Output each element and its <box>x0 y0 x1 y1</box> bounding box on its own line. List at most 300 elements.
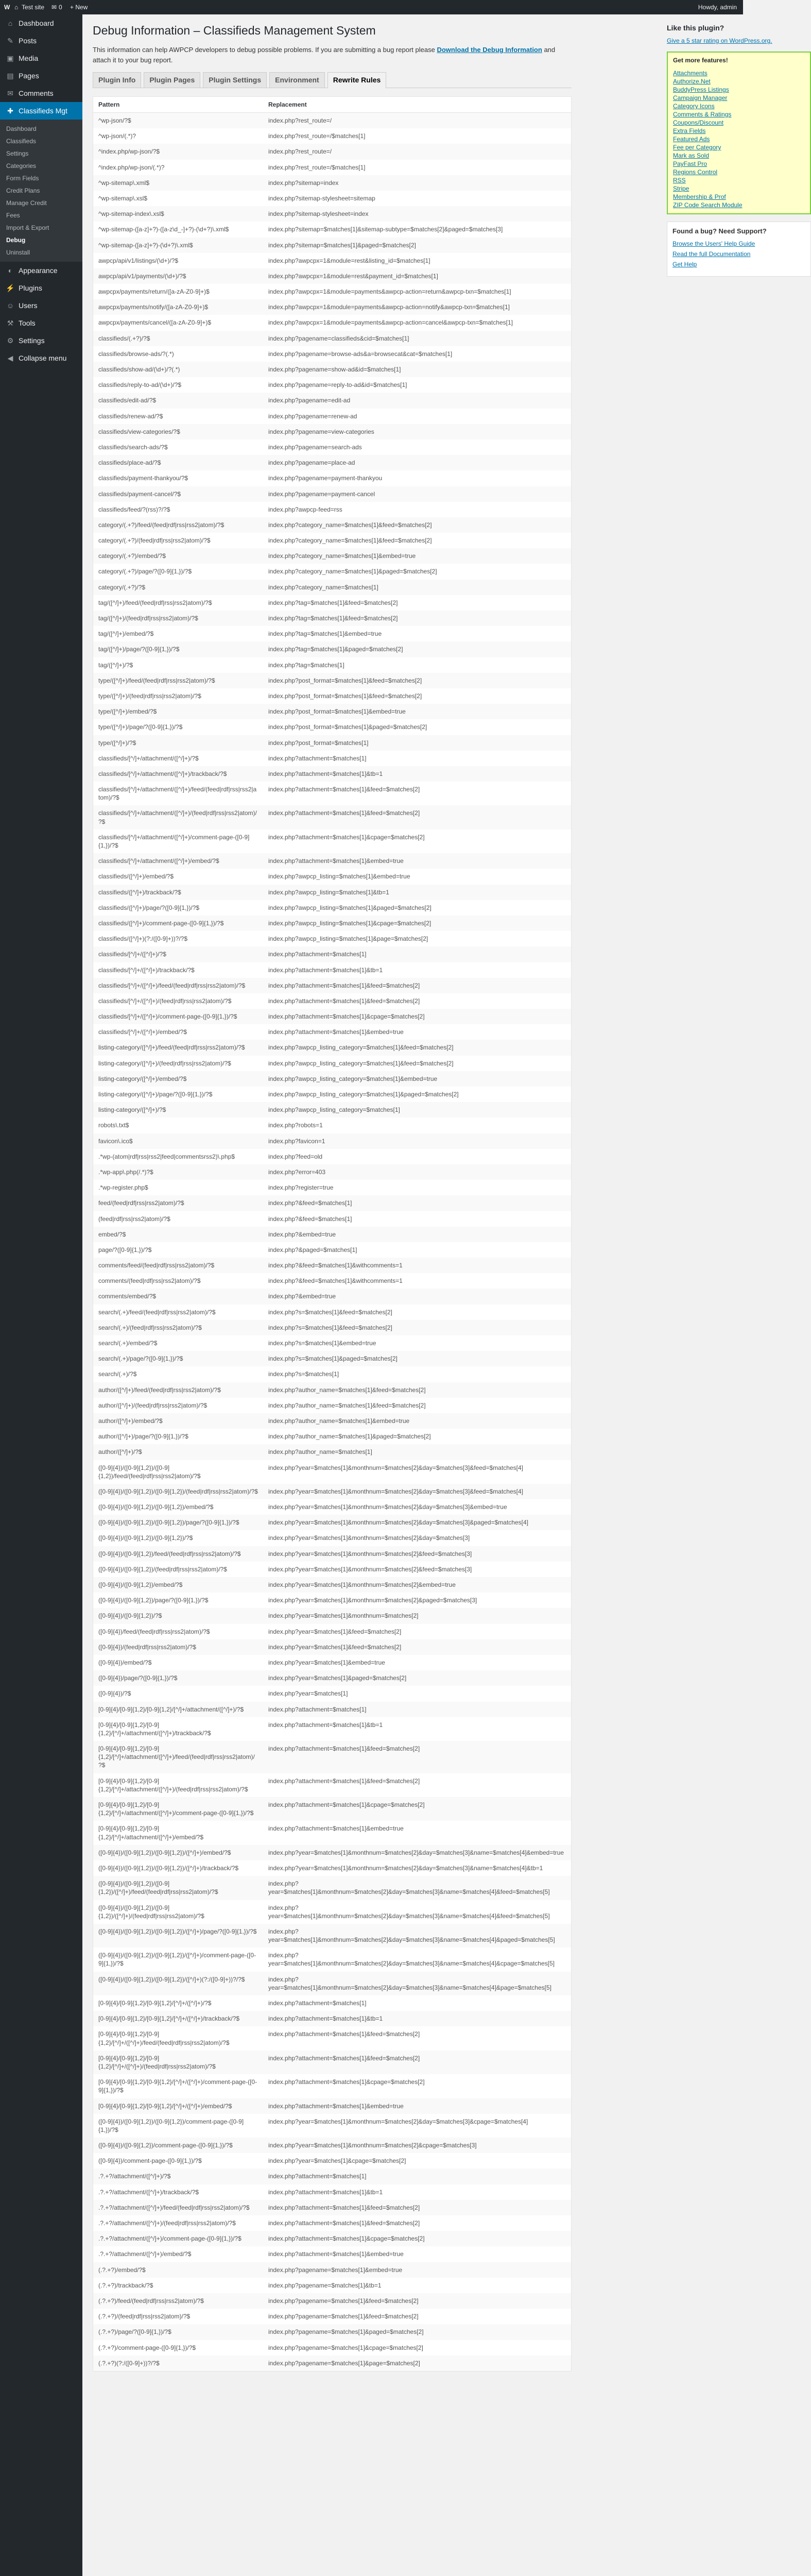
rule-pattern: classifieds/([^/]+)/comment-page-([0-9]{1,})/?$ <box>98 919 224 927</box>
table-row <box>93 1180 572 1195</box>
table-row <box>93 1639 572 1655</box>
table-row <box>93 885 572 900</box>
rule-pattern: [0-9]{4}/[0-9]{1,2}/[0-9]{1,2}/[^/]+/attachment/([^/]+)/(feed|rdf|rss|rss2|atom)/?$ <box>98 1777 248 1793</box>
rule-pattern: ([0-9]{4})/([0-9]{1,2})/([0-9]{1,2})/([^/]+)/(feed|rdf|rss|rss2|atom)/?$ <box>98 1904 204 1920</box>
rule-pattern: .?.+?/attachment/([^/]+)/comment-page-([0-9]{1,})/?$ <box>98 2235 241 2243</box>
submenu-item-dashboard[interactable]: Dashboard <box>6 125 37 132</box>
rule-pattern: classifieds/[^/]+/attachment/([^/]+)/(feed|rdf|rss|rss2|atom)/?$ <box>98 809 257 825</box>
table-row <box>93 2168 572 2184</box>
premium-module-link[interactable]: Authorize.Net <box>673 78 711 85</box>
rule-replacement: index.php?year=$matches[1]&monthnum=$matches[2]&feed=$matches[3] <box>268 1550 472 1557</box>
submenu-item-fees[interactable]: Fees <box>6 212 20 219</box>
rule-replacement: index.php?awpcp-feed=rss <box>268 505 342 513</box>
rule-replacement: index.php?year=$matches[1]&monthnum=$matches[2]&day=$matches[3]&feed=$matches[4] <box>268 1464 523 1471</box>
table-row <box>93 1655 572 1670</box>
rewrite-rules-table <box>93 96 572 2371</box>
rule-pattern: .?.+?/attachment/([^/]+)/feed/(feed|rdf|rss|rss2|atom)/?$ <box>98 2204 250 2211</box>
rule-pattern: ^wp-sitemap-index\.xsl$ <box>98 210 164 218</box>
menu-item-label: Collapse menu <box>19 354 67 362</box>
table-row <box>93 1133 572 1149</box>
premium-module-link[interactable]: BuddyPress Listings <box>673 86 729 93</box>
table-row <box>93 946 572 962</box>
rule-replacement: index.php?attachment=$matches[1]&tb=1 <box>268 1721 383 1728</box>
support-line <box>672 240 805 247</box>
rule-pattern: .?.+?/attachment/([^/]+)/trackback/?$ <box>98 2188 199 2196</box>
rule-pattern: classifieds/view-categories/?$ <box>98 428 180 435</box>
table-row <box>93 362 572 377</box>
submenu-item-categories[interactable]: Categories <box>6 162 37 170</box>
rule-pattern: [0-9]{4}/[0-9]{1,2}/[0-9]{1,2}/[^/]+/attachment/([^/]+)/?$ <box>98 1705 244 1713</box>
rule-pattern: classifieds/edit-ad/?$ <box>98 397 157 404</box>
rule-replacement: index.php?year=$matches[1]&feed=$matches[2] <box>268 1643 402 1651</box>
rule-pattern: [0-9]{4}/[0-9]{1,2}/[0-9]{1,2}/[^/]+/attachment/([^/]+)/feed/(feed|rdf|rss|rss2|atom)/?$ <box>98 1745 255 1769</box>
premium-module-link[interactable]: PayFast Pro <box>673 160 708 167</box>
rule-replacement: index.php?pagename=$matches[1]&cpage=$matches[2] <box>268 2344 423 2351</box>
rule-replacement: index.php?favicon=1 <box>268 1137 325 1145</box>
table-row <box>93 1071 572 1087</box>
menu-item-media[interactable] <box>0 49 82 67</box>
menu-item-settings[interactable] <box>0 332 82 349</box>
rule-pattern: type/([^/]+)/embed/?$ <box>98 708 157 716</box>
table-row <box>93 439 572 455</box>
rule-replacement: index.php?pagename=$matches[1]&page=$matches[2] <box>268 2359 420 2367</box>
rule-replacement: index.php?awpcp_listing=$matches[1]&page=$matches[2] <box>268 935 428 943</box>
submenu-item-manage-credit[interactable]: Manage Credit <box>6 199 47 207</box>
intro-text <box>93 45 572 65</box>
table-row <box>93 1242 572 1258</box>
tab-plugin-settings[interactable]: Plugin Settings <box>203 72 267 88</box>
rule-pattern: ([0-9]{4})/embed/?$ <box>98 1658 152 1666</box>
rule-pattern: tag/([^/]+)/feed/(feed|rdf|rss|rss2|atom)/?$ <box>98 599 212 606</box>
table-row <box>93 1444 572 1460</box>
rule-pattern: classifieds/[^/]+/([^/]+)/(feed|rdf|rss|rss2|atom)/?$ <box>98 997 232 1005</box>
rule-pattern: [0-9]{4}/[0-9]{1,2}/[0-9]{1,2}/[^/]+/([^/]+)/embed/?$ <box>98 2102 232 2110</box>
table-row <box>93 1429 572 1444</box>
rule-pattern: category/(.+?)/page/?([0-9]{1,})/?$ <box>98 568 192 575</box>
table-row <box>93 766 572 782</box>
premium-module-link[interactable]: ZIP Code Search Module <box>673 201 743 209</box>
rule-replacement: index.php?attachment=$matches[1]&embed=true <box>268 2102 404 2110</box>
premium-module-link[interactable]: Comments & Ratings <box>673 111 732 118</box>
rule-pattern: classifieds/([^/]+)/trackback/?$ <box>98 888 181 896</box>
menu-item-label: Appearance <box>19 266 58 275</box>
rule-replacement: index.php?pagename=$matches[1]&tb=1 <box>268 2281 382 2289</box>
menu-item-label: Pages <box>19 72 39 80</box>
menu-item-label: Plugins <box>19 284 42 292</box>
rule-pattern: classifieds/[^/]+/([^/]+)/?$ <box>98 951 166 958</box>
table-row <box>93 688 572 704</box>
table-row <box>93 268 572 284</box>
rule-replacement: index.php?attachment=$matches[1]&tb=1 <box>268 770 383 777</box>
site-name-link[interactable]: Test site <box>22 4 45 11</box>
rate-plugin-link[interactable]: Give a 5 star rating on WordPress.org. <box>667 37 772 44</box>
rule-replacement: index.php?attachment=$matches[1]&cpage=$matches[2] <box>268 2235 425 2243</box>
table-row <box>93 1304 572 1320</box>
rule-pattern: ([0-9]{4})/comment-page-([0-9]{1,})/?$ <box>98 2157 202 2165</box>
rule-pattern: awpcp/api/v1/payments/(\d+)/?$ <box>98 272 186 280</box>
rule-pattern: tag/([^/]+)/(feed|rdf|rss|rss2|atom)/?$ <box>98 615 198 622</box>
table-row <box>93 1227 572 1242</box>
table-row <box>93 595 572 611</box>
rule-replacement: index.php?pagename=renew-ad <box>268 412 357 420</box>
rule-replacement: index.php?pagename=place-ad <box>268 459 355 467</box>
rule-pattern: classifieds/place-ad/?$ <box>98 459 161 467</box>
table-row <box>93 2231 572 2246</box>
submenu-item-credit-plans[interactable]: Credit Plans <box>6 187 40 194</box>
rule-replacement: index.php?pagename=browse-ads&a=browsecat&cat=$matches[1] <box>268 350 453 358</box>
table-row <box>93 657 572 673</box>
rule-pattern: ([0-9]{4})/page/?([0-9]{1,})/?$ <box>98 1674 178 1682</box>
table-row <box>93 564 572 579</box>
table-row <box>93 1773 572 1797</box>
rule-replacement: index.php?author_name=$matches[1]&embed=true <box>268 1417 410 1425</box>
rule-pattern: classifieds/payment-cancel/?$ <box>98 490 181 498</box>
table-row <box>93 829 572 853</box>
submenu-item-settings[interactable]: Settings <box>6 150 29 157</box>
submenu-item-classifieds[interactable]: Classifieds <box>6 138 37 145</box>
rule-replacement: index.php?author_name=$matches[1]&feed=$matches[2] <box>268 1386 426 1394</box>
premium-module-link[interactable]: Membership & Prof <box>673 193 726 200</box>
rule-replacement: index.php?pagename=$matches[1]&paged=$matches[2] <box>268 2328 424 2336</box>
rule-replacement: index.php?pagename=reply-to-ad&id=$matches[1] <box>268 381 407 389</box>
pin-icon: ✎ <box>7 37 13 45</box>
table-row <box>93 377 572 393</box>
table-row <box>93 1499 572 1515</box>
table-row <box>93 424 572 439</box>
rule-replacement: index.php?awpcp_listing=$matches[1]&tb=1 <box>268 888 389 896</box>
rule-pattern: classifieds/[^/]+/([^/]+)/embed/?$ <box>98 1028 187 1036</box>
rule-replacement: index.php?pagename=$matches[1]&embed=true <box>268 2266 403 2274</box>
rule-replacement: index.php?attachment=$matches[1]&embed=true <box>268 1028 404 1036</box>
user-greeting[interactable]: Howdy, admin <box>698 4 737 11</box>
table-row <box>93 1741 572 1773</box>
table-row <box>93 626 572 641</box>
premium-module-link[interactable]: Extra Fields <box>673 127 706 134</box>
menu-bottom-items <box>0 262 82 367</box>
rule-replacement: index.php?category_name=$matches[1]&paged=$matches[2] <box>268 568 437 575</box>
table-row <box>93 2074 572 2098</box>
rule-replacement: index.php?&feed=$matches[1] <box>268 1199 352 1207</box>
table-row <box>93 1335 572 1351</box>
rule-replacement: index.php?attachment=$matches[1]&embed=true <box>268 1825 404 1833</box>
table-row <box>93 1195 572 1211</box>
table-row <box>93 1009 572 1024</box>
rule-pattern: listing-category/([^/]+)/(feed|rdf|rss|rss2|atom)/?$ <box>98 1059 231 1067</box>
menu-top-items <box>0 14 82 102</box>
table-row <box>93 735 572 751</box>
menu-item-comments[interactable] <box>0 84 82 102</box>
rule-replacement: index.php?attachment=$matches[1]&tb=1 <box>268 2188 383 2196</box>
rule-pattern: tag/([^/]+)/embed/?$ <box>98 630 154 638</box>
rule-replacement: index.php?year=$matches[1]&monthnum=$matches[2]&day=$matches[3]&name=$matches[4]&page=$matches[5] <box>268 1975 551 1991</box>
menu-item-classifieds[interactable] <box>0 102 82 120</box>
table-row <box>93 1515 572 1530</box>
rule-pattern: classifieds/payment-thankyou/?$ <box>98 474 188 482</box>
rule-pattern: ([0-9]{4})/([0-9]{1,2})/([0-9]{1,2})/([^/]+)/trackback/?$ <box>98 1864 239 1872</box>
settings-icon: ⚙ <box>7 336 14 345</box>
rule-replacement: index.php?attachment=$matches[1]&cpage=$matches[2] <box>268 833 425 841</box>
menu-item-users[interactable] <box>0 297 82 314</box>
rule-replacement: index.php?pagename=view-categories <box>268 428 374 435</box>
rule-replacement: index.php?post_format=$matches[1]&feed=$matches[2] <box>268 692 422 700</box>
table-row <box>93 486 572 502</box>
support-list <box>672 240 805 268</box>
table-row <box>93 2293 572 2309</box>
table-row <box>93 1670 572 1686</box>
support-link[interactable]: Get Help <box>672 261 697 268</box>
rule-pattern: type/([^/]+)/feed/(feed|rdf|rss|rss2|atom)/?$ <box>98 676 215 684</box>
premium-module-link[interactable]: Coupons/Discount <box>673 119 724 126</box>
rule-pattern: .?.+?/attachment/([^/]+)/?$ <box>98 2173 171 2180</box>
rule-pattern: category/(.+?)/feed/(feed|rdf|rss|rss2|atom)/?$ <box>98 521 225 529</box>
rule-pattern: classifieds/reply-to-ad/(\d+)/?$ <box>98 381 182 389</box>
rule-pattern: awpcp/api/v1/listings/(\d+)/?$ <box>98 257 179 264</box>
rule-pattern: classifieds/browse-ads/?(.*) <box>98 350 174 358</box>
table-row <box>93 1040 572 1055</box>
rule-replacement: index.php?author_name=$matches[1] <box>268 1448 372 1456</box>
rule-replacement: index.php?attachment=$matches[1]&feed=$matches[2] <box>268 1777 420 1785</box>
rule-pattern: author/([^/]+)/page/?([0-9]{1,})/?$ <box>98 1433 188 1440</box>
rule-pattern: ([0-9]{4})/(feed|rdf|rss|rss2|atom)/?$ <box>98 1643 196 1651</box>
table-row <box>93 1056 572 1071</box>
rule-pattern: [0-9]{4}/[0-9]{1,2}/[0-9]{1,2}/[^/]+/([^/]+)/trackback/?$ <box>98 2015 240 2023</box>
rule-replacement: index.php?attachment=$matches[1]&feed=$matches[2] <box>268 2030 420 2038</box>
rule-replacement: index.php?tag=$matches[1]&paged=$matches[2] <box>268 646 403 653</box>
tab-bar <box>93 72 572 88</box>
rule-pattern: type/([^/]+)/?$ <box>98 739 136 747</box>
comments-count[interactable]: 0 <box>59 4 62 11</box>
rule-replacement: index.php?year=$matches[1]&monthnum=$matches[2]&day=$matches[3]&name=$matches[4]&embed=true <box>268 1849 564 1856</box>
table-row <box>93 1530 572 1546</box>
rule-replacement: index.php?attachment=$matches[1]&feed=$matches[2] <box>268 2219 420 2227</box>
tab-rewrite-rules[interactable]: Rewrite Rules <box>327 72 387 88</box>
rule-replacement: index.php?attachment=$matches[1]&tb=1 <box>268 966 383 974</box>
menu-item-appearance[interactable] <box>0 262 82 279</box>
rule-replacement: index.php?year=$matches[1]&embed=true <box>268 1658 385 1666</box>
rule-replacement: index.php?&feed=$matches[1] <box>268 1215 352 1223</box>
submenu-item-uninstall[interactable]: Uninstall <box>6 249 30 256</box>
table-row <box>93 962 572 978</box>
rule-replacement: index.php?&paged=$matches[1] <box>268 1246 357 1253</box>
rule-pattern: listing-category/([^/]+)/?$ <box>98 1106 166 1114</box>
rule-pattern: ([0-9]{4})/([0-9]{1,2})/comment-page-([0-9]{1,})/?$ <box>98 2142 233 2149</box>
rule-replacement: index.php?robots=1 <box>268 1122 323 1129</box>
submenu-item-form-fields[interactable]: Form Fields <box>6 175 39 182</box>
rule-pattern: ([0-9]{4})/([0-9]{1,2})/([0-9]{1,2})/([^/]+)(?:/([0-9]+))?/?$ <box>98 1975 245 1983</box>
premium-module-link[interactable]: Category Icons <box>673 103 715 110</box>
table-row <box>93 1024 572 1040</box>
home-icon[interactable]: ⌂ <box>14 4 19 11</box>
rule-pattern: search/(.+)/feed/(feed|rdf|rss|rss2|atom)/?$ <box>98 1308 216 1316</box>
table-row <box>93 160 572 175</box>
rule-replacement: index.php?s=$matches[1]&feed=$matches[2] <box>268 1324 392 1331</box>
premium-module-link[interactable]: Campaign Manager <box>673 94 728 101</box>
rule-replacement: index.php?register=true <box>268 1184 334 1192</box>
replacement-header: Replacement <box>263 97 572 113</box>
rule-replacement: index.php?year=$matches[1]&monthnum=$matches[2]&day=$matches[3]&name=$matches[4]&tb=1 <box>268 1864 543 1872</box>
rule-pattern: ([0-9]{4})/([0-9]{1,2})/?$ <box>98 1612 162 1620</box>
rule-replacement: index.php?attachment=$matches[1]&cpage=$matches[2] <box>268 1013 425 1021</box>
table-row <box>93 805 572 829</box>
support-link[interactable]: Read the full Documentation <box>672 250 751 258</box>
table-row <box>93 1398 572 1413</box>
rule-pattern: .*wp-(atom|rdf|rss|rss2|feed|commentsrss2)\.php$ <box>98 1153 235 1160</box>
rule-pattern: classifieds/[^/]+/attachment/([^/]+)/feed/(feed|rdf|rss|rss2|atom)/?$ <box>98 786 257 802</box>
table-row <box>93 1900 572 1924</box>
table-row <box>93 1797 572 1821</box>
rule-replacement: index.php?year=$matches[1]&monthnum=$matches[2]&feed=$matches[3] <box>268 1565 472 1573</box>
table-row <box>93 1845 572 1860</box>
table-row <box>93 1258 572 1273</box>
rule-pattern: ([0-9]{4})/([0-9]{1,2})/page/?([0-9]{1,})/?$ <box>98 1597 209 1604</box>
rule-pattern: ^wp-json/(.*)? <box>98 132 136 140</box>
tab-plugin-info[interactable]: Plugin Info <box>93 72 141 88</box>
rule-replacement: index.php?year=$matches[1]&monthnum=$matches[2]&day=$matches[3]&name=$matches[4]&paged=$matches[5] <box>268 1927 555 1944</box>
menu-item-dashboard[interactable] <box>0 14 82 32</box>
rule-replacement: index.php?year=$matches[1]&monthnum=$matches[2]&day=$matches[3]&paged=$matches[4] <box>268 1519 528 1527</box>
rule-pattern: ^wp-sitemap-([a-z]+?)-([a-z\d_-]+?)-(\d+?)\.xml$ <box>98 226 229 233</box>
menu-item-plugins[interactable] <box>0 279 82 297</box>
table-row <box>93 1947 572 1971</box>
rule-pattern: comments/embed/?$ <box>98 1293 157 1300</box>
table-row <box>93 2262 572 2278</box>
table-row <box>93 1577 572 1592</box>
rule-replacement: index.php?year=$matches[1]&monthnum=$matches[2]&day=$matches[3]&name=$matches[4]&feed=$matches[5] <box>268 1904 550 1920</box>
table-row <box>93 2309 572 2324</box>
premium-module-link[interactable]: Featured Ads <box>673 135 710 143</box>
table-row <box>93 1876 572 1900</box>
menu-item-tools[interactable] <box>0 314 82 332</box>
table-row <box>93 2153 572 2168</box>
wordpress-logo-icon[interactable]: W <box>4 4 10 11</box>
rule-replacement: index.php?pagename=$matches[1]&feed=$matches[2] <box>268 2297 419 2304</box>
table-row <box>93 1087 572 1102</box>
comment-icon: ✉ <box>7 89 13 97</box>
new-content-link[interactable]: + New <box>70 4 88 11</box>
rule-replacement: index.php?attachment=$matches[1] <box>268 2173 367 2180</box>
premium-module-link[interactable]: Mark as Sold <box>673 152 710 159</box>
rule-pattern: ([0-9]{4})/feed/(feed|rdf|rss|rss2|atom)/?$ <box>98 1628 210 1635</box>
support-link[interactable]: Browse the Users' Help Guide <box>672 240 755 247</box>
rule-pattern: category/(.+?)/embed/?$ <box>98 552 166 560</box>
support-box <box>667 222 811 277</box>
table-row <box>93 191 572 206</box>
support-heading: Found a bug? Need Support? <box>672 227 767 235</box>
rule-replacement: index.php?attachment=$matches[1]&feed=$matches[2] <box>268 809 420 817</box>
rule-replacement: index.php?awpcpx=1&module=payments&awpcp-action=cancel&awpcp-txn=$matches[1] <box>268 319 513 327</box>
rule-replacement: index.php?attachment=$matches[1]&feed=$matches[2] <box>268 997 420 1005</box>
premium-list <box>673 69 805 209</box>
table-row <box>93 900 572 916</box>
table-row <box>93 1546 572 1562</box>
table-row <box>93 284 572 299</box>
rule-replacement: index.php?attachment=$matches[1]&feed=$matches[2] <box>268 1745 420 1753</box>
rule-replacement: index.php?awpcp_listing_category=$matches[1]&paged=$matches[2] <box>268 1091 459 1098</box>
table-row <box>93 315 572 330</box>
table-row <box>93 1592 572 1608</box>
rule-replacement: index.php?attachment=$matches[1]&tb=1 <box>268 2015 383 2023</box>
rule-pattern: ([0-9]{4})/?$ <box>98 1690 131 1698</box>
rule-replacement: index.php?s=$matches[1] <box>268 1370 339 1378</box>
rule-replacement: index.php?pagename=classifieds&cid=$matches[1] <box>268 334 409 342</box>
tab-plugin-pages[interactable]: Plugin Pages <box>144 72 200 88</box>
table-row <box>93 1351 572 1366</box>
rule-replacement: index.php?attachment=$matches[1]&embed=true <box>268 2250 404 2258</box>
table-row <box>93 1860 572 1876</box>
rule-pattern: page/?([0-9]{1,})/?$ <box>98 1246 152 1253</box>
rule-replacement: index.php?sitemap=$matches[1]&paged=$matches[2] <box>268 241 416 249</box>
rule-replacement: index.php?year=$matches[1] <box>268 1690 348 1698</box>
table-row <box>93 470 572 486</box>
menu-item-collapse-menu[interactable] <box>0 349 82 367</box>
table-row <box>93 2050 572 2074</box>
rule-replacement: index.php?attachment=$matches[1]&feed=$matches[2] <box>268 981 420 989</box>
submenu-item-debug[interactable]: Debug <box>6 236 26 244</box>
support-line <box>672 250 805 258</box>
menu-item-label: Classifieds Mgt <box>19 107 67 115</box>
rule-pattern: ^wp-json/?$ <box>98 117 131 124</box>
rule-pattern: [0-9]{4}/[0-9]{1,2}/[0-9]{1,2}/[^/]+/attachment/([^/]+)/embed/?$ <box>98 1825 204 1841</box>
media-icon: ▣ <box>7 54 14 62</box>
rule-replacement: index.php?year=$matches[1]&monthnum=$matches[2]&embed=true <box>268 1581 456 1588</box>
menu-item-pages[interactable] <box>0 67 82 84</box>
rule-pattern: awpcpx/payments/cancel/([a-zA-Z0-9]+)$ <box>98 319 212 327</box>
premium-module-link[interactable]: Fee per Category <box>673 144 721 151</box>
rule-replacement: index.php?author_name=$matches[1]&paged=$matches[2] <box>268 1433 431 1440</box>
menu-item-label: Dashboard <box>19 19 54 27</box>
table-row <box>93 1149 572 1164</box>
table-row <box>93 548 572 564</box>
rule-replacement: index.php?sitemap-stylesheet=sitemap <box>268 194 375 202</box>
rule-replacement: index.php?awpcp_listing=$matches[1]&embed=true <box>268 873 410 880</box>
rule-pattern: ([0-9]{4})/([0-9]{1,2})/([0-9]{1,2})/([^/]+)/feed/(feed|rdf|rss|rss2|atom)/?$ <box>98 1880 218 1896</box>
rule-replacement: index.php?awpcp_listing_category=$matches[1]&feed=$matches[2] <box>268 1059 454 1067</box>
premium-module-link[interactable]: Stripe <box>673 185 689 192</box>
rule-pattern: search/(.+)/embed/?$ <box>98 1340 158 1347</box>
table-row <box>93 1821 572 1844</box>
premium-module-link[interactable]: Attachments <box>673 70 708 77</box>
menu-item-posts[interactable] <box>0 32 82 49</box>
admin-menu <box>0 14 82 2576</box>
rules-body <box>93 113 572 2371</box>
rule-pattern: comments/(feed|rdf|rss|rss2|atom)/?$ <box>98 1277 201 1285</box>
table-row <box>93 1995 572 2011</box>
rule-replacement: index.php?awpcp_listing_category=$matches[1] <box>268 1106 400 1114</box>
premium-module-link[interactable]: RSS <box>673 177 686 184</box>
table-row <box>93 346 572 362</box>
download-debug-link[interactable]: Download the Debug Information <box>437 46 542 54</box>
table-row <box>93 1102 572 1117</box>
rule-pattern: ^wp-sitemap\.xml$ <box>98 179 149 187</box>
menu-item-label: Comments <box>19 89 54 97</box>
rule-replacement: index.php?attachment=$matches[1]&cpage=$matches[2] <box>268 1801 425 1808</box>
rule-replacement: index.php?year=$matches[1]&monthnum=$matches[2]&paged=$matches[3] <box>268 1597 477 1604</box>
table-row <box>93 1382 572 1398</box>
submenu-item-import-export[interactable]: Import & Export <box>6 224 49 231</box>
rule-pattern: [0-9]{4}/[0-9]{1,2}/[0-9]{1,2}/[^/]+/([^/]+)/?$ <box>98 1999 212 2007</box>
comment-icon[interactable]: ✉ <box>51 4 57 11</box>
rule-replacement: index.php?attachment=$matches[1] <box>268 754 367 762</box>
rule-pattern: ([0-9]{4})/([0-9]{1,2})/([0-9]{1,2})/embed/?$ <box>98 1503 214 1511</box>
table-row <box>93 2011 572 2026</box>
menu-item-label: Settings <box>19 336 45 345</box>
table-row <box>93 409 572 424</box>
table-row <box>93 1562 572 1577</box>
tab-environment[interactable]: Environment <box>269 72 325 88</box>
table-row <box>93 299 572 315</box>
premium-module-link[interactable]: Regions Control <box>673 168 718 176</box>
rule-replacement: index.php?&feed=$matches[1]&withcomments=1 <box>268 1277 403 1285</box>
